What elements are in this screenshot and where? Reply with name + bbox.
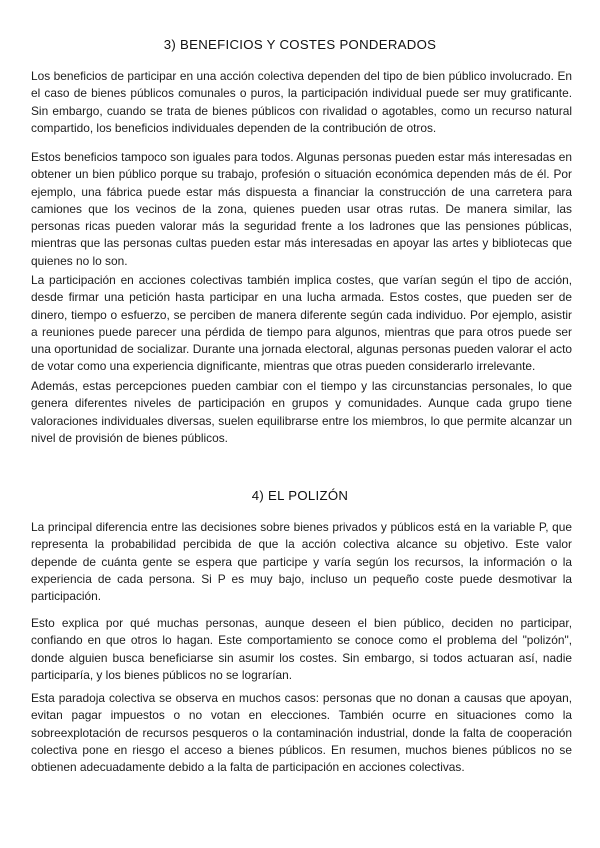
paragraph: Estos beneficios tampoco son iguales para todos. Algunas personas pueden estar más interesadas en obtener un bien público porque su trabajo, profesión o situación económica dependen más de él. Por ejemplo, una fábrica puede estar más dispuesta a financiar la construcción de una carretera para camiones que los vecinos de la zona, quienes pueden usar otras rutas. De manera similar, las personas ricas pueden valorar más la seguridad frente a los ladrones que las pensiones públicas, mientras que las personas cultas pueden estar más interesadas en apoyar las artes y bibliotecas que quienes no lo son. — [31, 150, 572, 268]
paragraph: Esto explica por qué muchas personas, aunque deseen el bien público, deciden no participar, confiando en que otros lo hagan. Este comportamiento se conoce como el problema del "polizón", donde alguien busca beneficiarse sin asumir los costes. Sin embargo, si todos actuaran así, nadie participaría, y los bienes públicos no se lograrían. — [31, 616, 572, 682]
section-title-beneficios: 3) BENEFICIOS Y COSTES PONDERADOS — [163, 37, 437, 52]
paragraph: Los beneficios de participar en una acción colectiva dependen del tipo de bien público involucrado. En el caso de bienes públicos comunales o puros, la participación individual puede ser muy gratificante. Sin embargo, cuando se trata de bienes públicos con rivalidad o agotables, como un recurso natural compartido, los beneficios individuales dependen de la contribución de otros. — [31, 69, 572, 135]
paragraph: Esta paradoja colectiva se observa en muchos casos: personas que no donan a causas que apoyan, evitan pagar impuestos o no votan en elecciones. También ocurre en situaciones como la sobreexplotación de recursos pesqueros o la contaminación industrial, donde la falta de cooperación colectiva pone en riesgo el acceso a bienes públicos. En resumen, muchos bienes públicos no se obtienen adecuadamente debido a la falta de participación en acciones colectivas. — [31, 691, 572, 775]
paragraph: Además, estas percepciones pueden cambiar con el tiempo y las circunstancias personales, lo que genera diferentes niveles de participación en grupos y comunidades. Aunque cada grupo tiene valoraciones individuales diversas, suelen equilibrarse entre los miembros, lo que permite alcanzar un nivel de provisión de bienes públicos. — [31, 379, 572, 445]
paragraph: La principal diferencia entre las decisiones sobre bienes privados y públicos está en la variable P, que representa la probabilidad percibida de que la acción colectiva alcance su objetivo. Este valor depende de cuánta gente se espera que participe y varía según los recursos, la información o la experiencia de cada persona. Si P es muy bajo, incluso un pequeño coste puede desmotivar la participación. — [31, 520, 572, 604]
paragraph: La participación en acciones colectivas también implica costes, que varían según el tipo de acción, desde firmar una petición hasta participar en una lucha armada. Estos costes, que pueden ser de dinero, tiempo o esfuerzo, se perciben de manera diferente según cada individuo. Por ejemplo, asistir a reuniones puede parecer una pérdida de tiempo para algunos, mientras que para otros puede ser una oportunidad de socializar. Durante una jornada electoral, algunas personas pueden valorar el acto de votar como una experiencia dignificante, mientras que otras pueden considerarlo irrelevante. — [31, 273, 572, 374]
section-title-polizon: 4) EL POLIZÓN — [251, 488, 349, 503]
